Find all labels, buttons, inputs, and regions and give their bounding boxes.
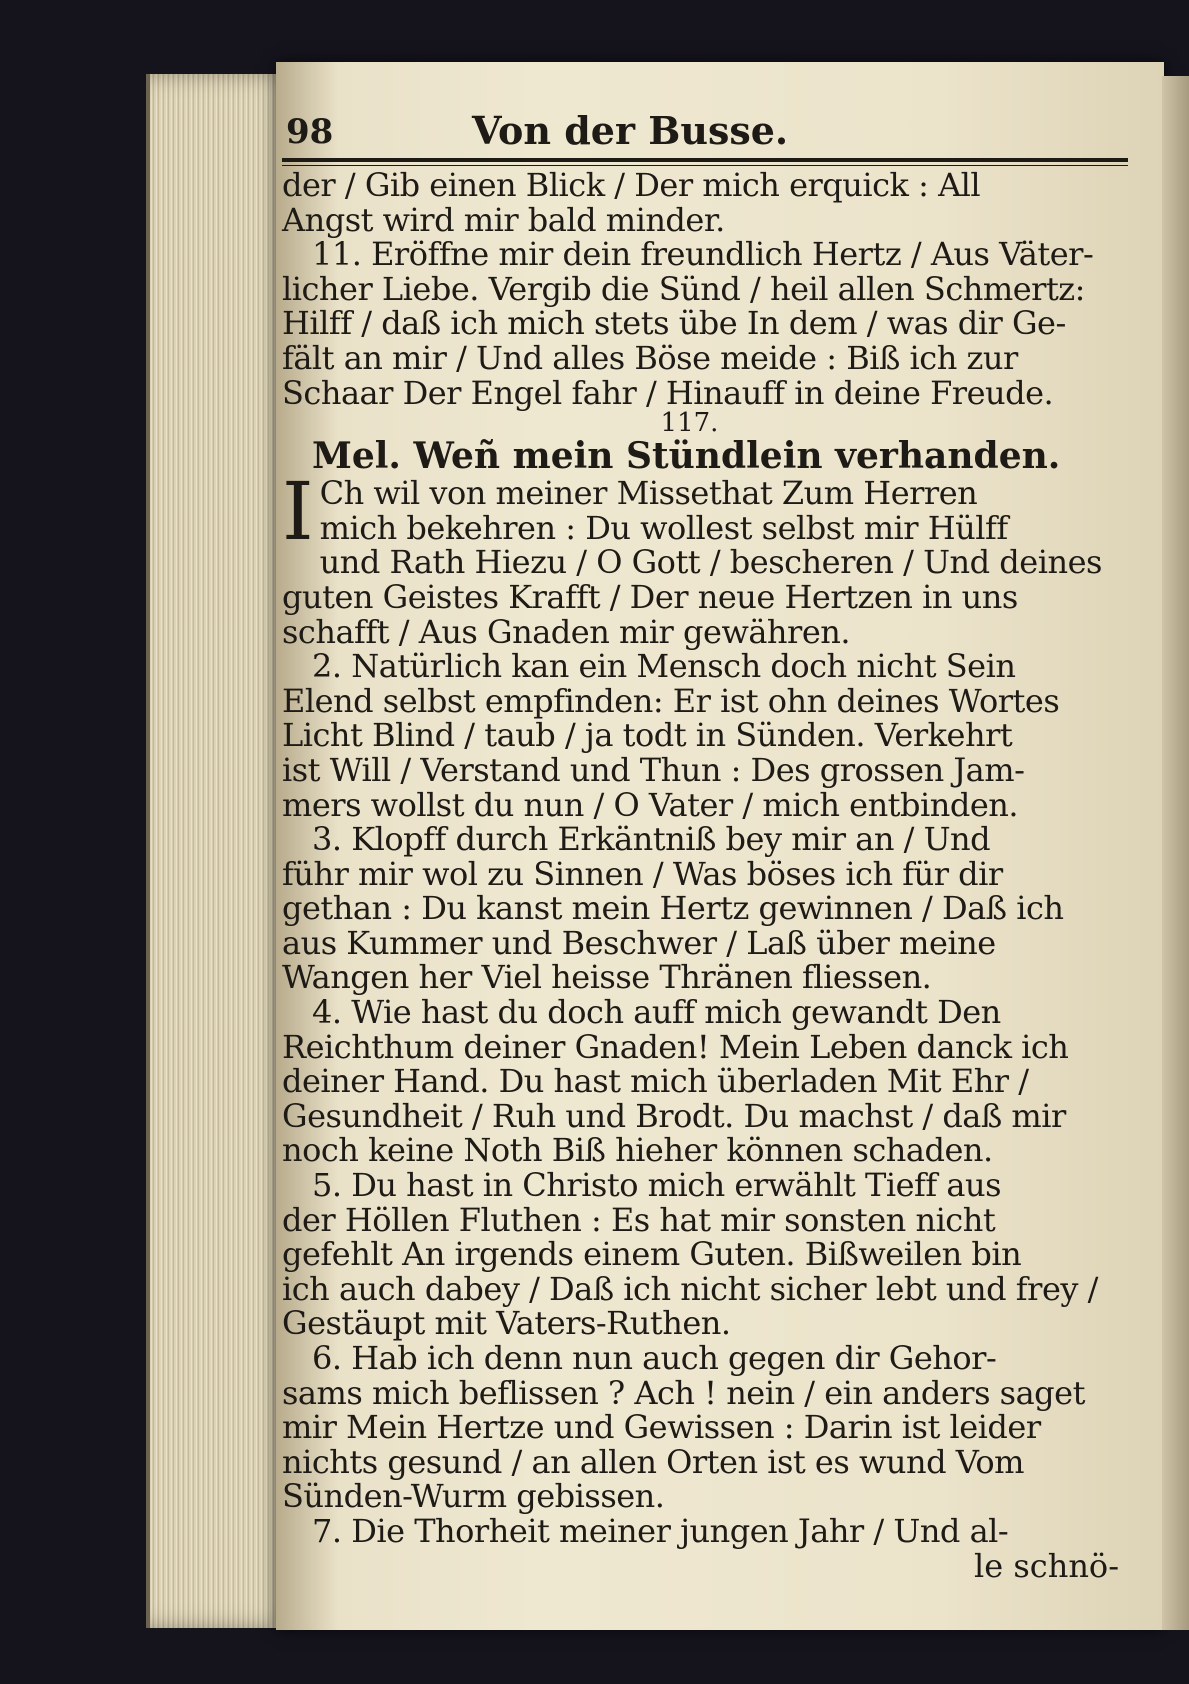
text-line: 2. Natürlich kan ein Mensch doch nicht Sein [312, 647, 1016, 686]
text-line: Sünden-Wurm gebissen. [282, 1477, 665, 1516]
text-line: noch keine Noth Biß hieher können schaden. [282, 1131, 993, 1170]
text-line: nichts gesund / an allen Orten ist es wund Vom [282, 1442, 1024, 1481]
text-line: sams mich beflissen ? Ach ! nein / ein anders saget [282, 1373, 1085, 1412]
drop-initial: I [282, 465, 314, 559]
text-line: Schaar Der Engel fahr / Hinauff in deine Freude. [282, 373, 1054, 412]
text-line: Hilff / daß ich mich stets übe In dem / was dir Ge- [282, 304, 1066, 343]
text-line: fält an mir / Und alles Böse meide : Biß ich zur [282, 338, 1018, 377]
text-line: Reichthum deiner Gnaden! Mein Leben danck ich [282, 1027, 1069, 1066]
text-line: mers wollst du nun / O Vater / mich entbinden. [282, 785, 1019, 824]
facing-page-edge [1162, 76, 1189, 1630]
text-line: mir Mein Hertze und Gewissen : Darin ist leider [282, 1408, 1041, 1447]
page-header [282, 108, 1127, 162]
text-line: gethan : Du kanst mein Hertz gewinnen / Daß ich [282, 889, 1064, 928]
stanza-2 [282, 649, 1127, 822]
text-line: aus Kummer und Beschwer / Laß über meine [282, 923, 996, 962]
stanza-6 [282, 1341, 1127, 1514]
header-rule [282, 158, 1128, 162]
text-line: 7. Die Thorheit meiner jungen Jahr / Und al- [312, 1511, 1009, 1550]
page-number: 98 [286, 112, 334, 152]
stanza-7 [282, 1511, 1127, 1550]
text-line: licher Liebe. Vergib die Sünd / heil allen Schmertz: [282, 269, 1085, 308]
text-line: der / Gib einen Blick / Der mich erquick : All [282, 166, 981, 204]
text-line: und Rath Hiezu / O Gott / bescheren / Und deines [319, 543, 1102, 582]
text-line: guten Geistes Krafft / Der neue Hertzen in uns [282, 577, 1018, 616]
text-line: Licht Blind / taub / ja todt in Sünden. Verkehrt [282, 716, 1013, 755]
text-line: Elend selbst empfinden: Er ist ohn deines Wortes [282, 681, 1060, 720]
paragraph-continuation [282, 168, 1127, 237]
text-line: gefehlt An irgends einem Guten. Bißweilen bin [282, 1235, 1022, 1274]
text-line: 4. Wie hast du doch auff mich gewandt Den [312, 993, 1001, 1032]
stanza-11 [282, 237, 1127, 410]
stanza-4 [282, 995, 1127, 1168]
text-line: 5. Du hast in Christo mich erwählt Tieff aus [312, 1166, 1001, 1205]
text-line: Gesundheit / Ruh und Brodt. Du machst / daß mir [282, 1096, 1066, 1135]
page-content [282, 108, 1127, 1632]
text-line: 3. Klopff durch Erkäntniß bey mir an / Und [312, 820, 991, 859]
stanza-3 [282, 822, 1127, 995]
running-title: Von der Busse. [472, 108, 789, 153]
text-line: 11. Eröffne mir dein freundlich Hertz / Aus Väter- [312, 235, 1094, 274]
text-line: schafft / Aus Gnaden mir gewähren. [282, 612, 851, 651]
text-line: Angst wird mir bald minder. [282, 200, 725, 239]
text-line: deiner Hand. Du hast mich überladen Mit Ehr / [282, 1062, 1029, 1101]
text-line: ich auch dabey / Daß ich nicht sicher lebt und frey / [282, 1269, 1098, 1308]
stanza-5 [282, 1168, 1127, 1341]
text-line: führ mir wol zu Sinnen / Was böses ich für dir [282, 854, 1003, 893]
text-line: Wangen her Viel heisse Thränen fliessen. [282, 958, 932, 997]
catchword: le schnö- [974, 1546, 1119, 1585]
hymn-number: 117. [660, 408, 719, 439]
text-line: mich bekehren : Du wollest selbst mir Hülff [319, 508, 1008, 547]
text-line: ist Will / Verstand und Thun : Des grossen Jam- [282, 750, 1025, 789]
text-line: der Höllen Fluthen : Es hat mir sonsten nicht [282, 1200, 996, 1239]
stanza-1 [282, 465, 1127, 651]
text-line: Gestäupt mit Vaters-Ruthen. [282, 1304, 731, 1343]
text-line: 6. Hab ich denn nun auch gegen dir Gehor- [312, 1339, 997, 1377]
melody-heading: Mel. Weñ mein Stündlein verhanden. [312, 435, 1061, 478]
text-line: Ch wil von meiner Missethat Zum Herren [319, 474, 978, 513]
